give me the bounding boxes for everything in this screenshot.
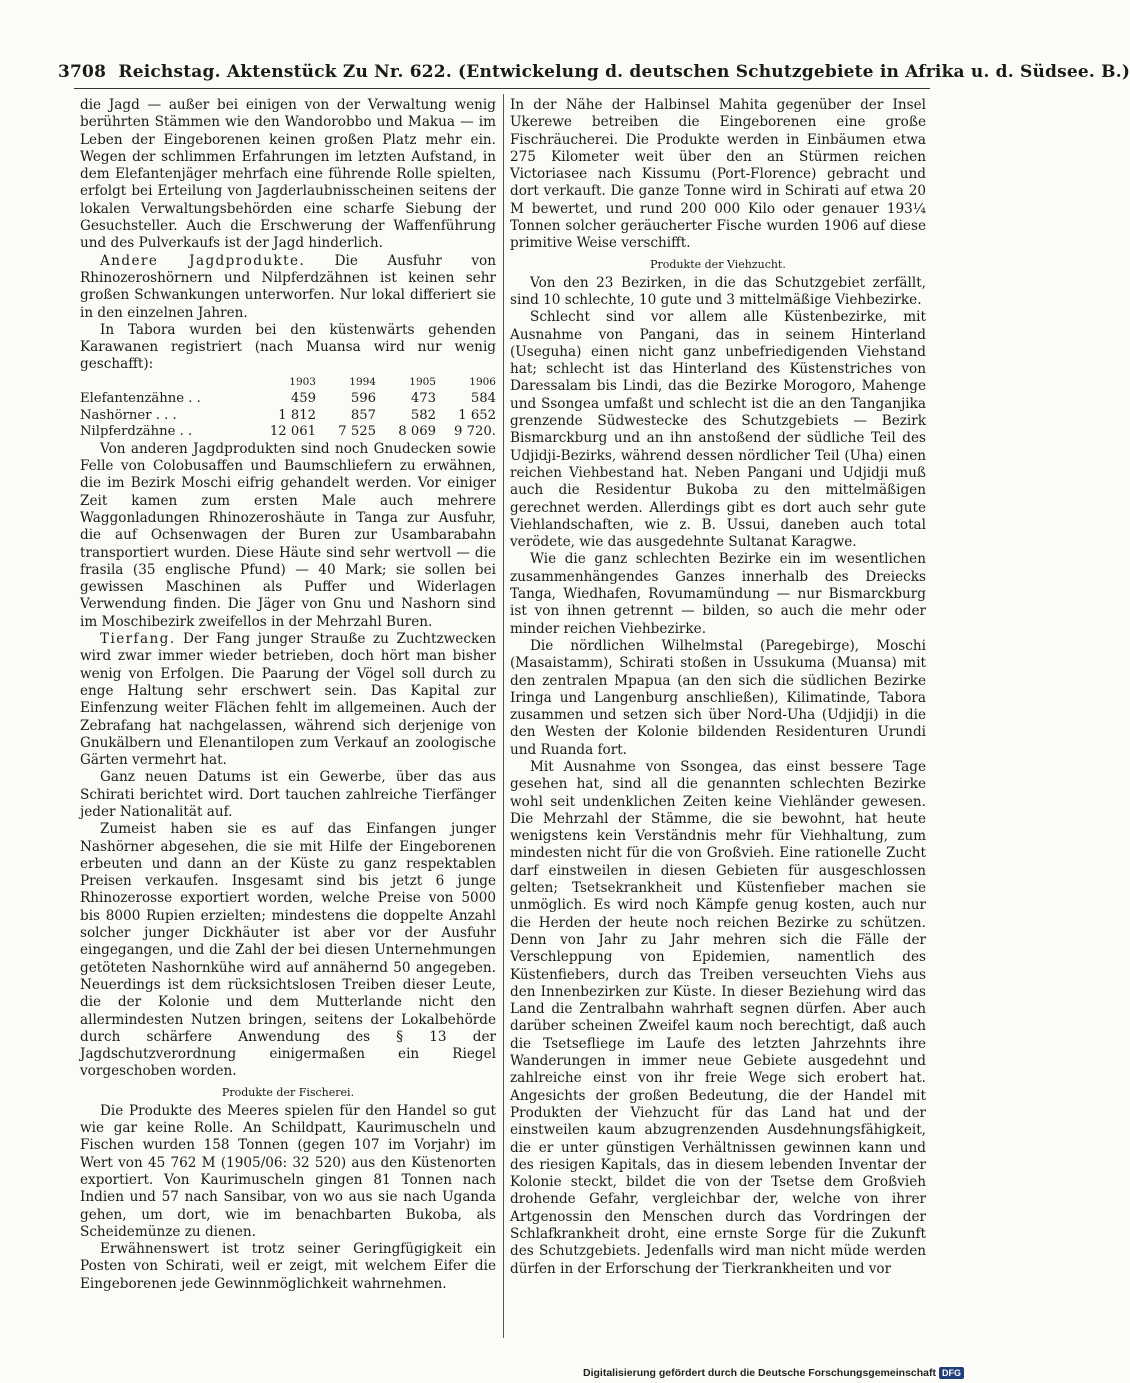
paragraph: Zumeist haben sie es auf das Einfangen junger Nashörner abgesehen, die sie mit Hilfe der Eingeborenen erbeuten und dann an der Küste zu ganz respektablen Preisen verkaufen. Insgesamt sind bis jetzt 6 junge Rhinozerosse exportiert worden, welche Preise von 5000 bis 8000 Rupien erzielten; mindestens die doppelte Anzahl solcher junger Dickhäuter ist aber vor der Ausfuhr eingegangen, und die Zahl der bei diesen Unternehmungen getöteten Nashornkühe wird auf annähernd 50 angegeben. Neuerdings ist dem rücksichtslosen Treiben dieser Leute, die der Kolonie und dem Mutterlande nicht den allermindesten Nutzen bringen, seitens der Lokalbehörde durch schärfere Anwendung des § 13 der Jagdschutzverordnung einigermaßen ein Riegel vorgeschoben worden.	[80, 821, 496, 1080]
paragraph: Mit Ausnahme von Ssongea, das einst bessere Tage gesehen hat, sind all die genannten schlechten Bezirke wohl seit undenklichen Zeiten keine Viehländer gewesen. Die Mehrzahl der Stämme, die sie bewohnt, hat heute wenigstens kein Verständnis mehr für Viehhaltung, zum mindesten nicht für die von Großvieh. Eine rationelle Zucht darf einstweilen in diesen Gebieten für ausgeschlossen gelten; Tsetsekrankheit und Küstenfieber machen sie unmöglich. Es wird noch Kämpfe genug kosten, auch nur die Herden der heute noch reichen Bezirke zu schützen. Denn von Jahr zu Jahr mehren sich die Fälle der Verschleppung von Epidemien, namentlich des Küstenfiebers, durch das Treiben verseuchten Viehs aus den Innenbezirken zur Küste. In dieser Beziehung wird das Land die Zentralbahn wahrhaft segnen dürfen. Aber auch darüber scheinen Zweifel kaum noch berechtigt, daß auch die Tsetsefliege im Laufe des letzten Jahrzehnts ihre Wanderungen in immer neue Gebiete ausgedehnt und zahlreiche einst von ihr freie Wege sich erobert hat. Angesichts der großen Bedeutung, die der Handel mit Produkten der Viehzucht für das Land hat und der einstweilen kaum abzugrenzenden Ausdehnungsfähigkeit, die er unter günstigen Verhältnissen gewinnen kann und des riesigen Kapitals, das in diesem lebenden Inventar der Kolonie steckt, bildet die von der Tsetse dem Großvieh drohende Gefahr, vergleichbar der, welche von ihrer Artgenossin den Menschen durch das Vordringen der Schlafkrankheit droht, eine ernste Sorge für die Zukunft des Schutzgebiets. Jedenfalls wird man nicht müde werden dürfen in der Erforschung der Tierkrankheiten und vor	[510, 758, 926, 1277]
paragraph: Schlecht sind vor allem alle Küstenbezirke, mit Ausnahme von Pangani, das in seinem Hinterland (Useguha) einen nicht ganz unbefriedigenden Viehstand hat; schlecht ist das Hinterland des Küstenstriches von Daressalam bis Lindi, das die Bezirke Morogoro, Mahenge und Ssongea umfaßt und schlecht ist die an den Tanganjika grenzende Südwestecke des Schutzgebiets — Bezirk Bismarckburg und an ihn anstoßend der südliche Teil des Udjidji-Bezirks, während dessen nördlicher Teil (Uha) einen reichen Viehbestand hat. Neben Pangani und Udjidji muß auch die Residentur Bukoba zu den mittelmäßigen gerechnet werden. Allerdings gibt es dort auch sehr gute Viehlandschaften, wie z. B. Ussui, daneben auch total verödete, wie das ausgedehnte Sultanat Karagwe.	[510, 309, 926, 551]
paragraph: In Tabora wurden bei den küstenwärts gehenden Karawanen registriert (nach Muansa wird nur wenig geschafft):	[80, 321, 496, 373]
table-row	[80, 391, 496, 408]
table-row	[80, 424, 496, 441]
table-cell: 1 812	[278, 407, 316, 423]
paragraph: Von anderen Jagdprodukten sind noch Gnudecken sowie Felle von Colobusaffen und Baumschliefern zu erwähnen, die im Bezirk Moschi eifrig gehandelt werden. Vor einiger Zeit kamen zum ersten Male auch mehrere Waggonladungen Rhinozeroshäute in Tanga zur Ausfuhr, die auf Ochsenwagen der Buren zur Usambarabahn transportiert wurden. Diese Häute sind sehr wertvoll — die frasila (35 englische Pfund) — 40 Mark; sie sollen bei gewissen Maschinen als Puffer und Widerlagen Verwendung finden. Die Jäger von Gnu und Nashorn sind im Moschibezirk zweifellos in der Mehrzahl Buren.	[80, 440, 496, 630]
table-cell: 1 652	[458, 407, 496, 423]
page-title: Reichstag. Aktenstück Zu Nr. 622. (Entwickelung d. deutschen Schutzgebiete in Afrika u. d. Südsee. B.)	[118, 62, 1130, 82]
table-cell: 8 069	[398, 424, 436, 440]
page-header	[58, 62, 1130, 82]
section-heading: Produkte der Fischerei.	[221, 1085, 355, 1099]
table-cell: 473	[410, 391, 436, 407]
table-header-row	[80, 374, 496, 392]
year-cell: 1903	[289, 375, 316, 388]
year-cell: 1905	[409, 375, 436, 388]
paragraph: Von den 23 Bezirken, in die das Schutzgebiet zerfällt, sind 10 schlechte, 10 gute und 3 mittelmäßige Viehbezirke.	[510, 274, 926, 308]
paragraph: die Jagd — außer bei einigen von der Verwaltung wenig berührten Stämmen wie den Wandorobbo und Makua — im Leben der Eingeborenen keinen großen Platz mehr ein. Wegen der schlimmen Erfahrungen im letzten Aufstand, in dem Elefantenjäger mehrfach eine führende Rolle spielten, erfolgt bei Erteilung von Jagderlaubnisscheinen seitens der lokalen Verwaltungsbehörden eine scharfe Siebung der Gesuchsteller. Auch die Erschwerung der Waffenführung und des Pulverkaufs ist der Jagd hinderlich.	[80, 97, 496, 252]
year-cell: 1906	[469, 375, 496, 388]
footer-text: Digitalisierung gefördert durch die Deutsche Forschungsgemeinschaft	[583, 1367, 936, 1379]
paragraph: Erwähnenswert ist trotz seiner Geringfügigkeit ein Posten von Schirati, weil er zeigt, mit welchem Eifer die Eingeborenen jede Gewinnmöglichkeit wahrnehmen.	[80, 1241, 496, 1292]
paragraph: Andere Jagdprodukte. Die Ausfuhr von Rhinozeroshörnern und Nilpferdzähnen ist keinen sehr großen Schwankungen unterworfen. Nur lokal differiert sie in den einzelnen Jahren.	[80, 252, 496, 321]
year-cell: 1994	[349, 375, 376, 388]
paragraph: Die nördlichen Wilhelmstal (Paregebirge), Moschi (Masaistamm), Schirati stoßen in Ussukuma (Muansa) mit den zentralen Mpapua (an den sich die südlichen Bezirke Iringa und Langenburg anschließen), Kilimatinde, Tabora zusammen und setzen sich über Nord-Uha (Udjidji) in die den Westen der Kolonie bildenden Residenturen Urundi und Ruanda fort.	[510, 637, 926, 758]
page-number: 3708	[58, 62, 107, 82]
row-label: Nashörner . . .	[80, 407, 177, 423]
section-heading: Produkte der Viehzucht.	[650, 257, 786, 271]
paragraph: Ganz neuen Datums ist ein Gewerbe, über das aus Schirati berichtet wird. Dort tauchen zahlreiche Tierfänger jeder Nationalität auf.	[80, 769, 496, 820]
left-column	[80, 97, 496, 1293]
table-cell: 459	[290, 391, 316, 407]
table-cell: 7 525	[338, 424, 376, 440]
table-cell: 857	[350, 407, 376, 423]
paragraph: In der Nähe der Halbinsel Mahita gegenüber der Insel Ukerewe betreiben die Eingeborenen eine große Fischräucherei. Die Produkte werden in Einbäumen etwa 275 Kilometer weit über den an Stürmen reichen Victoriasee nach Kissumu (Port-Florence) gebracht und dort verkauft. Die ganze Tonne wird in Schirati auf etwa 20 M bewertet, und rund 200 000 Kilo oder genauer 193¼ Tonnen solcher geräucherter Fische wurden 1906 auf diese primitive Weise verschifft.	[510, 97, 926, 252]
paragraph: Die Produkte des Meeres spielen für den Handel so gut wie gar keine Rolle. An Schildpatt, Kaurimuscheln und Fischen wurden 158 Tonnen (gegen 107 im Vorjahr) im Wert von 45 762 M (1905/06: 32 520) aus den Küstenorten exportiert. Von Kaurimuscheln gingen 81 Tonnen nach Indien und 57 nach Sansibar, von wo aus sie nach Uganda gehen, um dort, wie im benachbarten Bukoba, als Scheidemünze zu dienen.	[80, 1102, 496, 1240]
table-row	[80, 408, 496, 425]
column-divider	[503, 94, 504, 1338]
header-rule	[74, 88, 930, 89]
table-cell: 582	[410, 407, 436, 423]
table-cell: 9 720.	[454, 424, 496, 440]
table-cell: 584	[470, 391, 496, 407]
paragraph: Wie die ganz schlechten Bezirke ein im wesentlichen zusammenhängendes Ganzes innerhalb des Dreiecks Tanga, Wiedhafen, Rovumamündung — nur Bismarckburg ist von ihnen getrennt — bilden, so auch die mehr oder minder reichen Viehbezirke.	[510, 551, 926, 637]
table-cell: 596	[350, 391, 376, 407]
digitization-footer	[583, 1367, 964, 1379]
export-table	[80, 374, 496, 441]
paragraph: Tierfang. Der Fang junger Strauße zu Zuchtzwecken wird zwar immer wieder betrieben, doch hört man bisher wenig von Erfolgen. Die Paarung der Vögel soll durch zu enge Haltung sehr erschwert sein. Das Kapital zur Einfenzung weiter Flächen fehlt im allgemeinen. Auch der Zebrafang hat nachgelassen, während sich derjenige von Gnukälbern und Elenantilopen zum Verkauf an zoologische Gärten vermehrt hat.	[80, 631, 496, 769]
table-cell: 12 061	[269, 424, 316, 440]
dfg-logo: DFG	[939, 1367, 964, 1379]
run-in-heading: Tierfang.	[100, 631, 176, 648]
run-in-heading: Andere Jagdprodukte.	[100, 252, 306, 269]
row-label: Elefantenzähne . .	[80, 391, 201, 407]
row-label: Nilpferdzähne . .	[80, 424, 193, 440]
right-column	[510, 97, 926, 1278]
